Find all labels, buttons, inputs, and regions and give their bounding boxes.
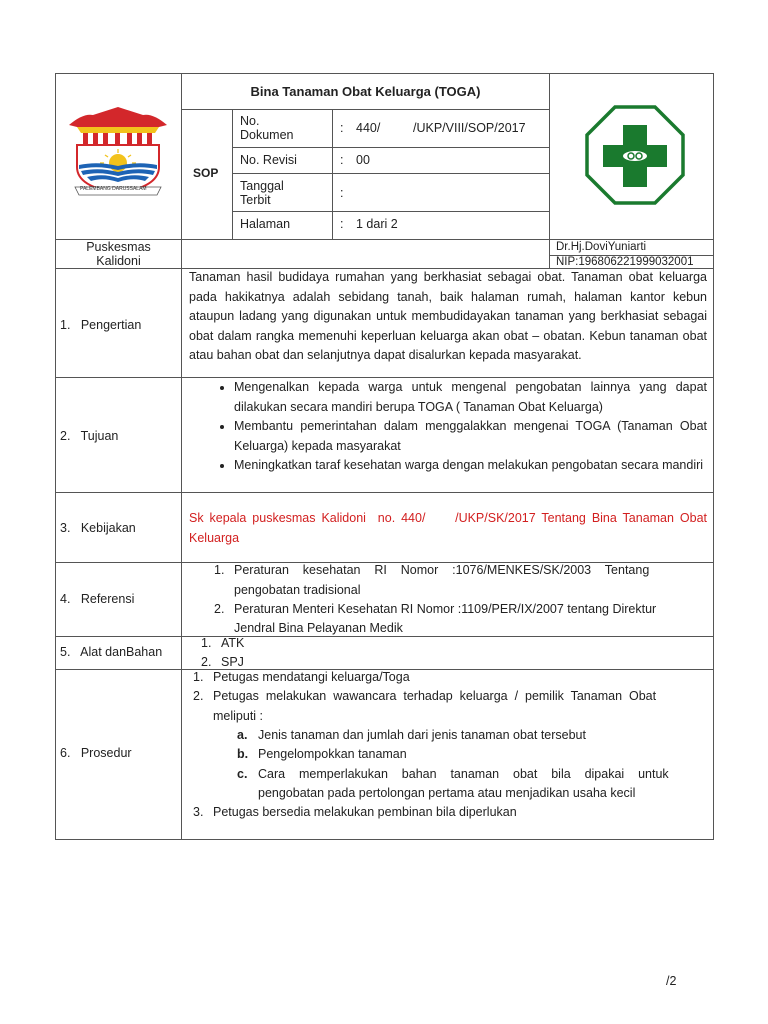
prosedur-sub-letter: a. [237,728,248,742]
section-label-referensi: 4. Referensi [60,592,135,606]
prosedur-num: 3. [193,805,204,819]
sep: : [340,186,344,200]
alat-item: SPJ [221,655,244,669]
pengertian-text: Tanaman hasil budidaya rumahan yang berkhasiat sebagai obat. Tanaman obat keluarga pada hakikatnya adalah sebidang tanah, baik halaman rumah, halaman kantor kebun ataupun ladang yang digunakan untuk membudidayakan tanaman yang berkhasiat sebagai obat dalam rangka memenuhi keperluan keluarga akan obat – obatan. Kebun tanaman obat atau bahan obat dan selanjutnya dapat disalurkan kepada masyarakat. [189,270,707,362]
value-no-dokumen-a: 440/ [356,121,381,135]
divider [232,109,233,239]
section-label-prosedur: 6. Prosedur [60,746,132,760]
label-no-dokumen-2: Dokumen [240,128,294,142]
label-no-revisi: No. Revisi [240,153,297,167]
divider [181,268,182,840]
section-label-tujuan: 2. Tujuan [60,429,119,443]
prosedur-sub: Pengelompokkan tanaman [258,747,407,761]
alat-num: 2. [201,655,212,669]
divider [55,492,714,493]
sep: : [340,153,344,167]
label-tanggal-1: Tanggal [240,179,284,193]
referensi-line: Peraturan kesehatan RI Nomor :1076/MENKES/SK/2003 Tentang [234,563,650,577]
value-no-dokumen-b: /UKP/VIII/SOP/2017 [413,121,526,135]
prosedur-sub-letter: b. [237,747,249,761]
list-item: • Membantu pemerintahan dalam menggalakkan mengenai TOGA (Tanaman Obat Keluarga) kepada masyarakat [234,417,707,456]
prosedur-num: 2. [193,689,204,703]
list-item: • Mengenalkan kepada warga untuk mengenal pengobatan lainnya yang dapat dilakukan secara mandiri berupa TOGA ( Tanaman Obat Keluarga) [234,378,707,417]
section-label-alat: 5. Alat danBahan [60,645,163,659]
prosedur-step: Petugas melakukan wawancara terhadap keluarga / pemilik Tanaman Obat [213,689,657,703]
puskesmas-logo [585,105,685,205]
org-name-2: Kalidoni [96,254,141,268]
label-halaman: Halaman [240,217,291,231]
page-marker: /2 [666,974,677,988]
section-label-pengertian: 1. Pengertian [60,318,142,332]
signer-nip: NIP:196806221999032001 [556,256,694,268]
alat-num: 1. [201,636,212,650]
referensi-line: Jendral Bina Pelayanan Medik [234,621,403,635]
crest-ribbon-text: PALEMBANG DARUSSALAM [80,186,147,192]
divider [181,109,549,110]
divider [55,636,714,637]
prosedur-step: Petugas mendatangi keluarga/Toga [213,670,410,684]
prosedur-step: meliputi : [213,709,264,723]
org-name-1: Puskesmas [86,240,151,254]
value-halaman: 1 dari 2 [356,217,398,231]
sep: : [340,217,344,231]
divider [332,109,333,239]
signer-name: Dr.Hj.DoviYuniarti [556,241,647,253]
alat-item: ATK [221,636,245,650]
value-no-revisi: 00 [356,153,370,167]
prosedur-sub: Jenis tanaman dan jumlah dari jenis tanaman obat tersebut [258,728,586,742]
label-no-dokumen-1: No. [240,114,260,128]
tujuan-list [189,378,707,476]
referensi-line: pengobatan tradisional [234,583,361,597]
referensi-num: 1. [214,563,225,577]
document-title: Bina Tanaman Obat Keluarga (TOGA) [250,84,481,99]
prosedur-sub: Cara memperlakukan bahan tanaman obat bila dipakai untuk [258,767,669,781]
kebijakan-text: Sk kepala puskesmas Kalidoni no. 440/ /UKP/SK/2017 Tentang Bina Tanaman Obat Keluarga [189,511,711,545]
prosedur-sub-letter: c. [237,767,248,781]
section-label-kebijakan: 3. Kebijakan [60,521,136,535]
divider [232,173,549,174]
sop-label: SOP [193,166,219,180]
label-tanggal-2: Terbit [240,193,271,207]
referensi-num: 2. [214,602,225,616]
referensi-line: Peraturan Menteri Kesehatan RI Nomor :1109/PER/IX/2007 tentang Direktur [234,602,657,616]
divider [232,211,549,212]
prosedur-sub: pengobatan pada pertolongan pertama atau menjadikan usaha kecil [258,786,636,800]
prosedur-step: Petugas bersedia melakukan pembinan bila diperlukan [213,805,517,819]
sep: : [340,121,344,135]
prosedur-num: 1. [193,670,204,684]
divider [232,147,549,148]
list-item: • Meningkatkan taraf kesehatan warga dengan melakukan pengobatan secara mandiri [234,456,707,476]
